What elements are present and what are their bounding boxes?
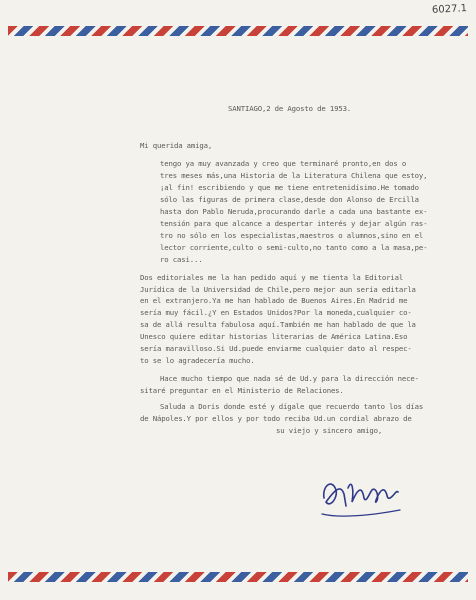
airmail-border-top (8, 26, 468, 36)
dateline: SANTIAGO,2 de Agosto de 1953. (228, 104, 352, 113)
letter-line: en el extranjero.Ya me han hablado de Buenos Aires.En Madrid me (140, 296, 408, 306)
salutation: Mi querida amiga, (140, 141, 213, 150)
letter-line: ¡al fin! escribiendo y que me tiene entretenidísimo.He tomado (160, 182, 419, 192)
letter-line: to se lo agradecería mucho. (140, 356, 255, 366)
letter-line: tro no sólo en los especialistas,maestros o alumnos,sino en el (160, 230, 424, 240)
letter-line: Hace mucho tiempo que nada sé de Ud.y para la dirección nece- (160, 374, 419, 384)
letter-line: tensión para que alcance a despertar interés y dejar algún ras- (160, 218, 428, 228)
letter-line: su viejo y sincero amigo, (276, 425, 383, 435)
letter-line: tengo ya muy avanzada y creo que terminaré pronto,en dos o (160, 159, 407, 168)
airmail-border-bottom (8, 572, 468, 582)
letter-line: sitaré preguntar en el Ministerio de Relaciones. (140, 386, 344, 396)
letter-line: de Nápoles.Y por ellos y por todo reciba Ud.un cordial abrazo de (140, 414, 412, 423)
letter-line: Saluda a Doris donde esté y dígale que recuerdo tanto los días (160, 402, 424, 411)
letter-line: sólo las figuras de primera clase,desde don Alonso de Ercilla (160, 194, 419, 204)
letter-line: hasta don Pablo Neruda,procurando darle a cada una bastante ex- (160, 206, 428, 216)
letter-line: Jurídica de la Universidad de Chile,pero mejor aun sería editarla (140, 284, 416, 294)
letter-line: tres meses más,una Historia de la Literatura Chilena que estoy, (160, 170, 428, 180)
letter-line: Unesco quiere editar historias literarias de América Latina.Eso (140, 332, 408, 342)
letter-line: lector corriente,culto o semi-culto,no tanto como a la masa,pe- (160, 242, 428, 252)
reference-number: 6027.1 (431, 3, 468, 16)
letter-line: Dos editoriales me la han pedido aquí y me tienta la Editorial (140, 272, 404, 282)
handwritten-signature (318, 468, 404, 520)
letter-line: ro casi... (160, 254, 203, 264)
letter-line: sería maravilloso.Si Ud.puede enviarme cualquier dato al respec- (140, 344, 412, 354)
letter-line: sa de allá resulta fabulosa aquí.También me han hablado de que la (140, 320, 416, 330)
letter-line: sería muy fácil.¿Y en Estados Unidos?Por la moneda,cualquier co- (140, 308, 412, 318)
